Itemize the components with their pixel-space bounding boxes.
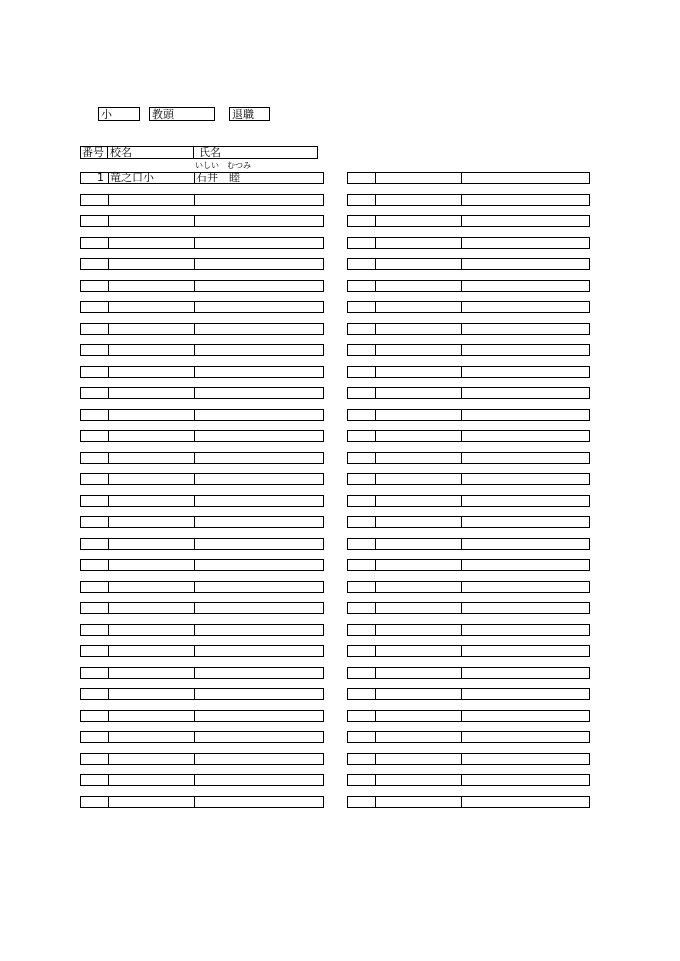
row-divider <box>108 238 109 248</box>
table-row <box>347 581 590 593</box>
row-divider <box>194 195 195 205</box>
row-divider <box>375 797 376 807</box>
row-divider <box>194 711 195 721</box>
row-divider <box>194 582 195 592</box>
row-divider <box>461 281 462 291</box>
table-row <box>80 430 324 442</box>
table-row <box>347 602 590 614</box>
row-divider <box>375 410 376 420</box>
table-row <box>347 237 590 249</box>
row-divider <box>108 324 109 334</box>
row-divider <box>108 711 109 721</box>
row-divider <box>194 646 195 656</box>
row-divider <box>375 539 376 549</box>
row-divider <box>108 173 109 183</box>
row-divider <box>194 603 195 613</box>
row-divider <box>194 281 195 291</box>
row-divider <box>375 453 376 463</box>
row-divider <box>375 582 376 592</box>
row-divider <box>108 646 109 656</box>
row-divider <box>375 259 376 269</box>
table-row <box>347 452 590 464</box>
table-row <box>80 280 324 292</box>
table-row <box>80 387 324 399</box>
row-divider <box>108 474 109 484</box>
row-divider <box>194 367 195 377</box>
row-divider <box>194 517 195 527</box>
row-divider <box>108 560 109 570</box>
row-divider <box>108 603 109 613</box>
row-divider <box>375 603 376 613</box>
table-row <box>347 430 590 442</box>
level-box <box>98 107 140 121</box>
row-divider <box>108 775 109 785</box>
entry-furigana: いしい むつみ <box>195 161 251 170</box>
row-divider <box>194 689 195 699</box>
header-school: 校名 <box>110 146 132 159</box>
row-divider <box>194 410 195 420</box>
table-row <box>80 731 324 743</box>
table-row <box>80 753 324 765</box>
row-divider <box>461 238 462 248</box>
table-row <box>347 323 590 335</box>
row-divider <box>461 474 462 484</box>
row-divider <box>375 367 376 377</box>
entry-number: 1 <box>97 171 104 184</box>
row-divider <box>375 216 376 226</box>
row-divider <box>194 238 195 248</box>
table-row <box>347 796 590 808</box>
row-divider <box>375 646 376 656</box>
table-row <box>347 215 590 227</box>
row-divider <box>108 345 109 355</box>
row-divider <box>194 302 195 312</box>
row-divider <box>194 560 195 570</box>
row-divider <box>461 302 462 312</box>
row-divider <box>461 173 462 183</box>
row-divider <box>375 173 376 183</box>
row-divider <box>108 797 109 807</box>
entry-name: 石井 睦 <box>196 171 240 184</box>
row-divider <box>461 388 462 398</box>
row-divider <box>108 216 109 226</box>
row-divider <box>461 431 462 441</box>
row-divider <box>194 324 195 334</box>
row-divider <box>461 732 462 742</box>
row-divider <box>108 625 109 635</box>
entry-school: 竜之口小 <box>110 171 154 184</box>
table-row <box>347 667 590 679</box>
row-divider <box>461 797 462 807</box>
table-row <box>80 667 324 679</box>
row-divider <box>108 410 109 420</box>
table-row <box>347 645 590 657</box>
row-divider <box>108 431 109 441</box>
table-row <box>347 280 590 292</box>
row-divider <box>194 259 195 269</box>
row-divider <box>461 668 462 678</box>
row-divider <box>108 302 109 312</box>
row-divider <box>461 560 462 570</box>
row-divider <box>108 259 109 269</box>
table-row <box>347 301 590 313</box>
row-divider <box>375 195 376 205</box>
row-divider <box>461 324 462 334</box>
row-divider <box>194 431 195 441</box>
table-row <box>80 688 324 700</box>
table-row <box>347 538 590 550</box>
row-divider <box>375 711 376 721</box>
table-row <box>347 688 590 700</box>
row-divider <box>461 517 462 527</box>
table-row <box>80 774 324 786</box>
table-row <box>80 645 324 657</box>
row-divider <box>375 388 376 398</box>
table-row <box>347 516 590 528</box>
table-row <box>347 624 590 636</box>
row-divider <box>108 453 109 463</box>
table-row <box>80 516 324 528</box>
table-row <box>347 731 590 743</box>
table-row <box>80 473 324 485</box>
table-row <box>347 344 590 356</box>
table-row <box>347 774 590 786</box>
row-divider <box>108 754 109 764</box>
row-divider <box>194 216 195 226</box>
table-row <box>347 366 590 378</box>
row-divider <box>375 732 376 742</box>
status-text: 退職 <box>232 108 254 121</box>
table-row <box>347 387 590 399</box>
row-divider <box>461 259 462 269</box>
row-divider <box>375 431 376 441</box>
position-box <box>149 107 215 121</box>
table-row <box>347 194 590 206</box>
table-row <box>80 194 324 206</box>
row-divider <box>108 517 109 527</box>
row-divider <box>461 410 462 420</box>
row-divider <box>375 775 376 785</box>
row-divider <box>108 496 109 506</box>
row-divider <box>375 689 376 699</box>
table-row <box>347 559 590 571</box>
table-row <box>347 753 590 765</box>
row-divider <box>194 345 195 355</box>
row-divider <box>194 754 195 764</box>
row-divider <box>375 560 376 570</box>
row-divider <box>375 496 376 506</box>
table-row <box>80 624 324 636</box>
row-divider <box>194 453 195 463</box>
header-number: 番号 <box>82 146 104 159</box>
row-divider <box>375 625 376 635</box>
table-row <box>80 366 324 378</box>
row-divider <box>375 324 376 334</box>
row-divider <box>461 775 462 785</box>
row-divider <box>461 216 462 226</box>
row-divider <box>461 453 462 463</box>
table-row <box>347 710 590 722</box>
row-divider <box>194 797 195 807</box>
row-divider <box>108 367 109 377</box>
row-divider <box>375 345 376 355</box>
row-divider <box>375 302 376 312</box>
row-divider <box>461 625 462 635</box>
row-divider <box>375 474 376 484</box>
level-text: 小 <box>101 108 112 121</box>
row-divider <box>461 646 462 656</box>
row-divider <box>194 474 195 484</box>
row-divider <box>461 539 462 549</box>
table-row <box>347 172 590 184</box>
row-divider <box>194 539 195 549</box>
row-divider <box>194 173 195 183</box>
row-divider <box>108 388 109 398</box>
status-box <box>229 107 270 121</box>
row-divider <box>108 195 109 205</box>
table-row <box>80 602 324 614</box>
row-divider <box>108 539 109 549</box>
row-divider <box>108 732 109 742</box>
row-divider <box>194 625 195 635</box>
table-row <box>80 559 324 571</box>
table-header <box>80 146 318 159</box>
table-row <box>80 710 324 722</box>
table-row <box>80 581 324 593</box>
row-divider <box>461 689 462 699</box>
table-row <box>347 409 590 421</box>
header-name: 氏名 <box>199 146 221 159</box>
row-divider <box>375 668 376 678</box>
row-divider <box>461 711 462 721</box>
table-row <box>80 172 324 184</box>
row-divider <box>375 281 376 291</box>
row-divider <box>108 689 109 699</box>
row-divider <box>194 732 195 742</box>
row-divider <box>461 345 462 355</box>
row-divider <box>194 668 195 678</box>
row-divider <box>375 754 376 764</box>
table-row <box>80 495 324 507</box>
table-row <box>80 344 324 356</box>
row-divider <box>194 775 195 785</box>
table-row <box>80 258 324 270</box>
row-divider <box>461 367 462 377</box>
row-divider <box>461 195 462 205</box>
row-divider <box>375 517 376 527</box>
table-row <box>80 452 324 464</box>
table-row <box>80 215 324 227</box>
row-divider <box>194 388 195 398</box>
row-divider <box>194 496 195 506</box>
table-row <box>80 323 324 335</box>
row-divider <box>108 582 109 592</box>
row-divider <box>461 754 462 764</box>
table-row <box>80 409 324 421</box>
table-row <box>80 538 324 550</box>
row-divider <box>375 238 376 248</box>
row-divider <box>461 582 462 592</box>
row-divider <box>461 496 462 506</box>
row-divider <box>108 281 109 291</box>
table-row <box>347 495 590 507</box>
row-divider <box>461 603 462 613</box>
position-text: 教頭 <box>152 108 174 121</box>
table-row <box>80 796 324 808</box>
row-divider <box>108 668 109 678</box>
table-row <box>80 237 324 249</box>
table-row <box>347 473 590 485</box>
table-row <box>347 258 590 270</box>
table-row <box>80 301 324 313</box>
